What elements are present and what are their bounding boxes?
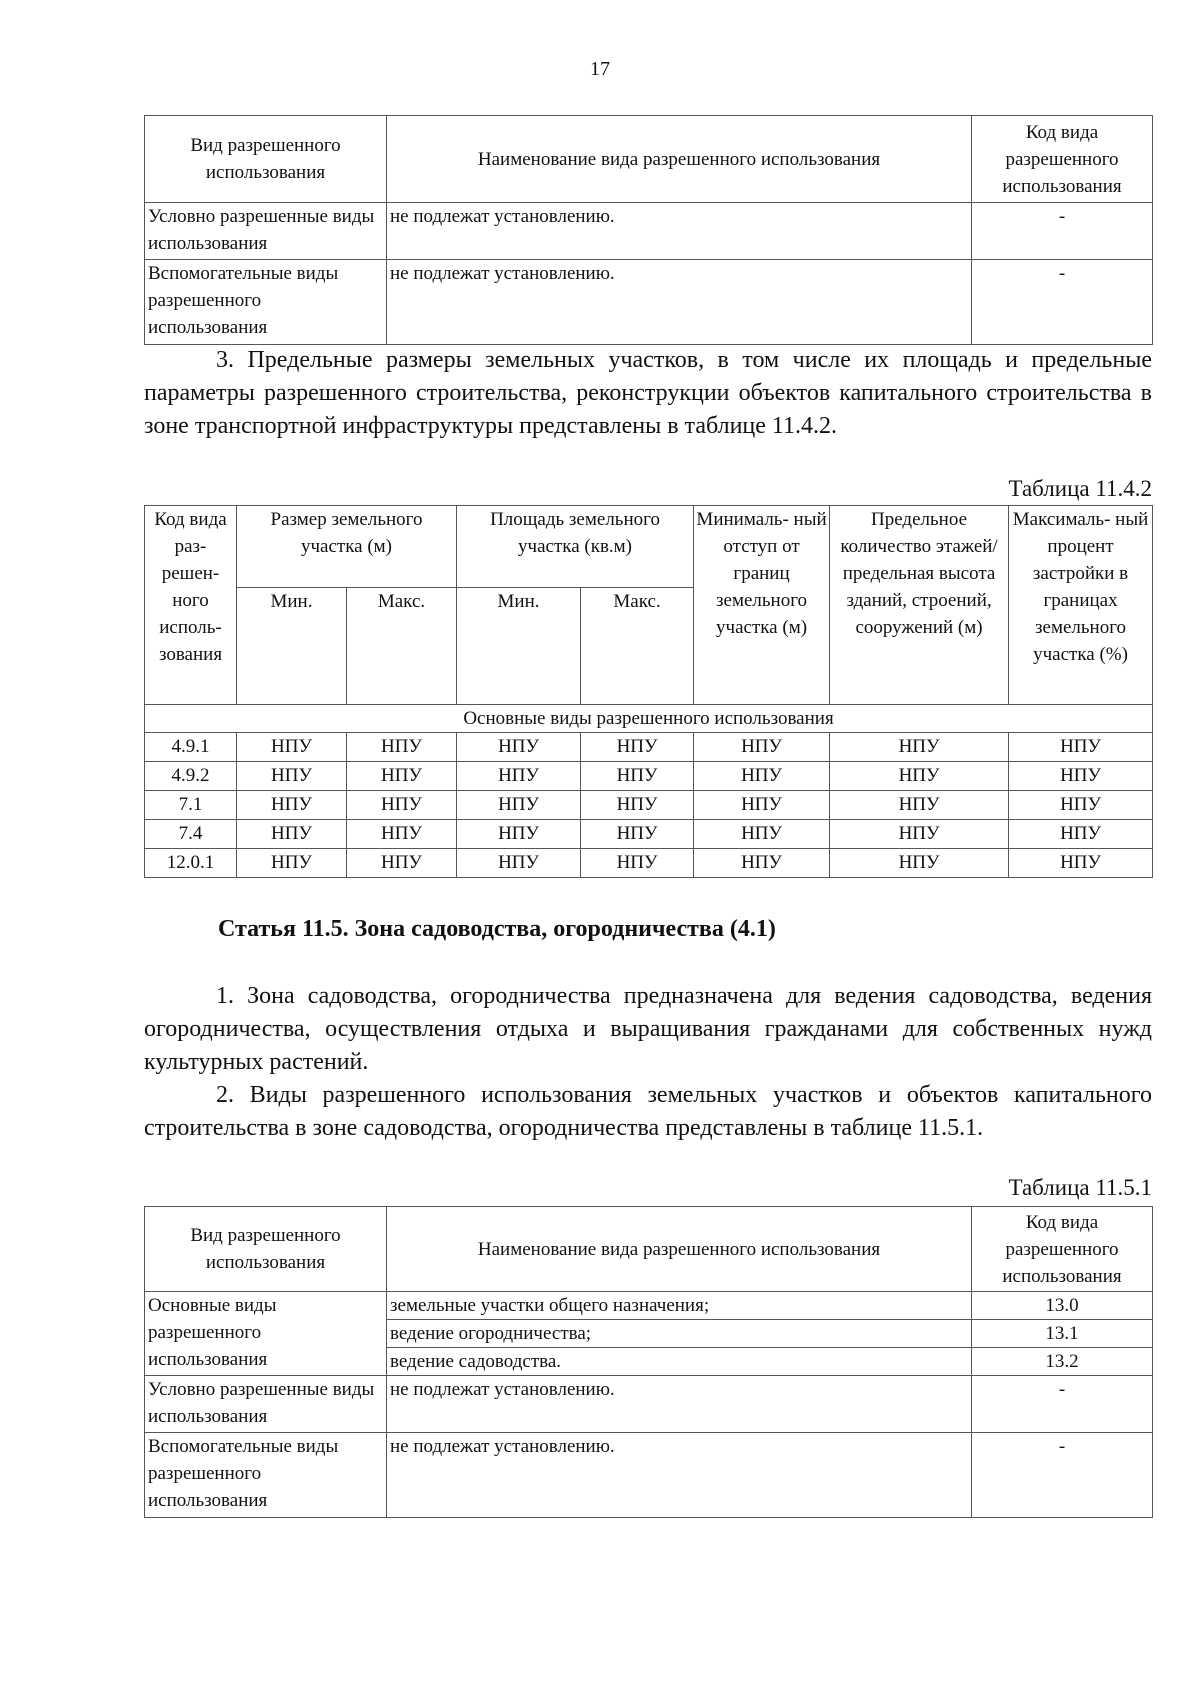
row-code: 13.2 <box>972 1348 1153 1376</box>
header-kind: Вид разрешенного использования <box>145 116 387 203</box>
row-kind: Вспомогательные виды разрешенного использования <box>145 1433 387 1518</box>
cell: НПУ <box>830 849 1009 878</box>
cell: НПУ <box>457 733 581 762</box>
row-code: 4.9.1 <box>145 733 237 762</box>
header-name: Наименование вида разрешенного использования <box>387 1207 972 1292</box>
cell: НПУ <box>237 762 347 791</box>
cell: НПУ <box>581 820 694 849</box>
row-code: 13.0 <box>972 1292 1153 1320</box>
uses-table-top <box>144 115 1153 345</box>
cell: НПУ <box>694 733 830 762</box>
cell: НПУ <box>581 849 694 878</box>
table-row <box>145 791 1153 820</box>
row-code: - <box>972 260 1153 345</box>
table-row <box>145 1376 1153 1433</box>
cell: НПУ <box>694 791 830 820</box>
page-number: 17 <box>590 58 610 80</box>
cell: НПУ <box>694 820 830 849</box>
row-code: 4.9.2 <box>145 762 237 791</box>
row-code: - <box>972 203 1153 260</box>
params-header-size: Размер земельного участка (м) <box>237 506 457 588</box>
row-kind: Вспомогательные виды разрешенного использования <box>145 260 387 345</box>
cell: НПУ <box>694 762 830 791</box>
paragraph-3 <box>144 344 1152 443</box>
cell: НПУ <box>347 820 457 849</box>
cell: НПУ <box>457 820 581 849</box>
row-code: 7.1 <box>145 791 237 820</box>
header-code: Код вида разрешенного использования <box>972 1207 1153 1292</box>
header-name: Наименование вида разрешенного использования <box>387 116 972 203</box>
table-row <box>145 849 1153 878</box>
params-header-setback: Минималь- ный отступ от границ земельного участка (м) <box>694 506 830 705</box>
row-kind: Условно разрешенные виды использования <box>145 1376 387 1433</box>
article-heading: Статья 11.5. Зона садоводства, огородничества (4.1) <box>218 916 776 942</box>
table-caption-11-5-1: Таблица 11.5.1 <box>1008 1175 1152 1200</box>
table-row <box>145 733 1153 762</box>
cell: НПУ <box>1009 762 1153 791</box>
section-paragraphs <box>144 980 1152 1145</box>
params-header-size-min: Мин. <box>237 588 347 705</box>
table-row <box>145 1433 1153 1518</box>
table-row <box>145 260 1153 345</box>
params-table <box>144 505 1153 878</box>
row-code: 7.4 <box>145 820 237 849</box>
paragraph-3-text: 3. Предельные размеры земельных участков, в том числе их площадь и предельные параметры разрешенного строительства, реконструкции объектов капитального строительства в зоне транспортной инфраструктуры представлены в таблице 11.4.2. <box>144 347 1152 439</box>
cell: НПУ <box>347 791 457 820</box>
row-name: не подлежат установлению. <box>387 1376 972 1433</box>
cell: НПУ <box>457 762 581 791</box>
header-code: Код вида разрешенного использования <box>972 116 1153 203</box>
row-name: земельные участки общего назначения; <box>387 1292 972 1320</box>
row-name: не подлежат установлению. <box>387 260 972 345</box>
row-code: 13.1 <box>972 1320 1153 1348</box>
row-code: - <box>972 1433 1153 1518</box>
uses-table-bottom <box>144 1206 1153 1518</box>
table-row <box>145 820 1153 849</box>
cell: НПУ <box>237 820 347 849</box>
cell: НПУ <box>1009 820 1153 849</box>
cell: НПУ <box>1009 733 1153 762</box>
header-kind: Вид разрешенного использования <box>145 1207 387 1292</box>
row-kind-main: Основные виды разрешенного использования <box>145 1292 387 1376</box>
row-code: 12.0.1 <box>145 849 237 878</box>
params-header-area-min: Мин. <box>457 588 581 705</box>
cell: НПУ <box>237 791 347 820</box>
row-name: ведение садоводства. <box>387 1348 972 1376</box>
params-header-floors: Предельное количество этажей/ предельная высота зданий, строений, сооружений (м) <box>830 506 1009 705</box>
row-kind: Условно разрешенные виды использования <box>145 203 387 260</box>
cell: НПУ <box>1009 791 1153 820</box>
cell: НПУ <box>581 733 694 762</box>
cell: НПУ <box>694 849 830 878</box>
cell: НПУ <box>830 733 1009 762</box>
cell: НПУ <box>830 791 1009 820</box>
cell: НПУ <box>237 733 347 762</box>
params-section-title: Основные виды разрешенного использования <box>145 705 1153 733</box>
cell: НПУ <box>347 762 457 791</box>
cell: НПУ <box>347 849 457 878</box>
params-header-size-max: Макс. <box>347 588 457 705</box>
params-header-area: Площадь земельного участка (кв.м) <box>457 506 694 588</box>
row-name: ведение огородничества; <box>387 1320 972 1348</box>
row-name: не подлежат установлению. <box>387 203 972 260</box>
params-header-area-max: Макс. <box>581 588 694 705</box>
cell: НПУ <box>457 849 581 878</box>
cell: НПУ <box>347 733 457 762</box>
cell: НПУ <box>581 791 694 820</box>
row-name: не подлежат установлению. <box>387 1433 972 1518</box>
paragraph-s2: 2. Виды разрешенного использования земельных участков и объектов капитального строительства в зоне садоводства, огородничества представлены в таблице 11.5.1. <box>144 1082 1152 1141</box>
params-header-percent: Максималь- ный процент застройки в границах земельного участка (%) <box>1009 506 1153 705</box>
paragraph-s1: 1. Зона садоводства, огородничества предназначена для ведения садоводства, ведения огородничества, осуществления отдыха и выращивания гражданами для собственных нужд культурных растений. <box>144 983 1152 1075</box>
row-code: - <box>972 1376 1153 1433</box>
cell: НПУ <box>237 849 347 878</box>
cell: НПУ <box>1009 849 1153 878</box>
table-caption-11-4-2: Таблица 11.4.2 <box>1008 476 1152 501</box>
table-row <box>145 762 1153 791</box>
params-header-code: Код вида раз- решен- ного исполь- зования <box>145 506 237 705</box>
cell: НПУ <box>581 762 694 791</box>
table-row <box>145 203 1153 260</box>
cell: НПУ <box>830 820 1009 849</box>
cell: НПУ <box>457 791 581 820</box>
table-row <box>145 1292 1153 1320</box>
cell: НПУ <box>830 762 1009 791</box>
